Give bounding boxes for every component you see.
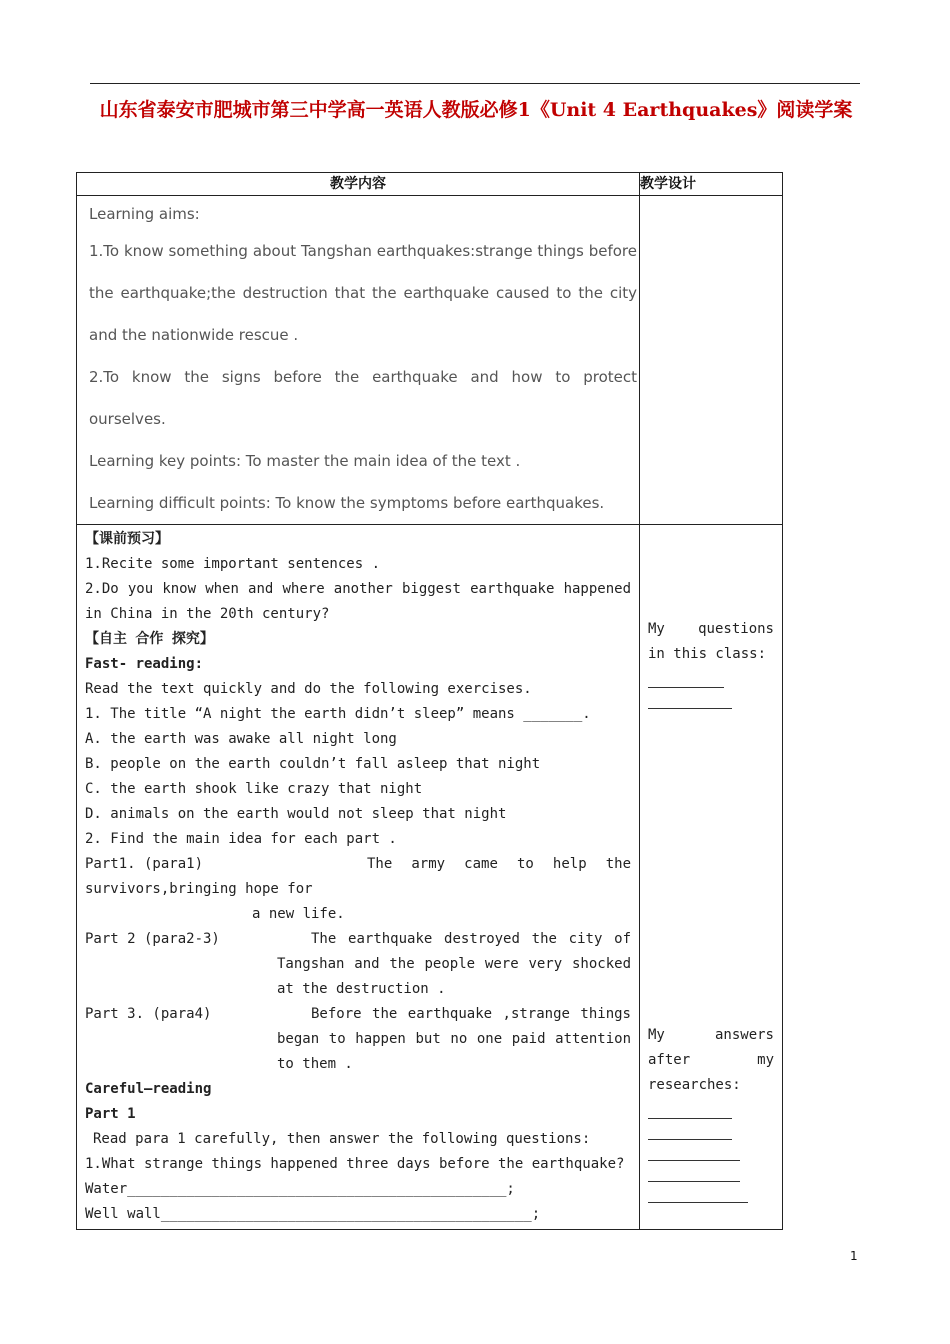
answer-blank xyxy=(648,1188,748,1203)
preview-heading: 【课前预习】 xyxy=(85,531,169,547)
aim-1: 1.To know something about Tangshan earthquakes:strange things before the earthquake;the destruction that the earthquake caused to the city and the nationwide rescue . xyxy=(89,242,637,344)
answer-blank xyxy=(648,1167,740,1182)
option-d: D. animals on the earth would not sleep that night xyxy=(85,806,507,822)
answers-label: My answers after my researches: xyxy=(648,1027,774,1093)
part2-row xyxy=(85,927,631,1002)
careful-part1-heading: Part 1 xyxy=(85,1106,136,1122)
answer-blank xyxy=(648,1146,740,1161)
body-content-cell xyxy=(77,525,640,1230)
careful-q1: 1.What strange things happened three days before the earthquake? xyxy=(85,1156,625,1172)
document-title: 山东省泰安市肥城市第三中学高一英语人教版必修1《Unit 4 Earthquakes》阅读学案 xyxy=(99,99,853,121)
option-c: C. the earth shook like crazy that night xyxy=(85,781,423,797)
learning-aims xyxy=(77,196,639,524)
header-content: 教学内容 xyxy=(77,173,640,196)
aims-design-cell xyxy=(640,196,783,525)
part1-cont: a new life. xyxy=(252,906,345,922)
questions-label: My questions in this class: xyxy=(648,621,774,662)
fast-q1: 1. The title “A night the earth didn’t sleep” means _______. xyxy=(85,706,591,722)
answer-blank xyxy=(648,673,724,688)
part3-text: Before the earthquake ,strange things began to happen but no one paid attention to them . xyxy=(277,1006,631,1072)
part2-label: Part 2 (para2-3) xyxy=(85,931,220,947)
body-row xyxy=(77,525,783,1230)
careful-reading-heading: Careful—reading xyxy=(85,1081,212,1097)
part1-label: Part1. (para1) xyxy=(85,856,204,872)
part3-label: Part 3. (para4) xyxy=(85,1006,212,1022)
aims-row xyxy=(77,196,783,525)
preview-q1: 1.Recite some important sentences . xyxy=(85,556,381,572)
part1-text: The army came to help the survivors,bringing hope for xyxy=(85,856,631,897)
careful-intro: Read para 1 carefully, then answer the following questions: xyxy=(93,1131,591,1147)
aims-heading: Learning aims: xyxy=(89,205,200,223)
table-header-row xyxy=(77,173,783,196)
top-rule xyxy=(90,83,860,84)
answer-blank xyxy=(648,1104,732,1119)
fast-reading-intro: Read the text quickly and do the following exercises. xyxy=(85,681,532,697)
body-design-cell xyxy=(640,525,783,1230)
aims-cell xyxy=(77,196,640,525)
answer-blank xyxy=(648,1125,732,1140)
fast-reading-heading: Fast- reading: xyxy=(85,656,204,672)
fast-q2: 2. Find the main idea for each part . xyxy=(85,831,397,847)
header-design: 教学设计 xyxy=(640,173,783,196)
preview-q2: 2.Do you know when and where another biggest earthquake happened in China in the 20th century? xyxy=(85,581,631,622)
lesson-table xyxy=(76,172,783,1230)
explore-heading: 【自主 合作 探究】 xyxy=(85,631,214,647)
well-line: Well wall____________________________________________; xyxy=(85,1206,541,1222)
water-line: Water_____________________________________________; xyxy=(85,1181,515,1197)
part2-text: The earthquake destroyed the city of Tangshan and the people were very shocked at the destruction . xyxy=(277,931,631,997)
difficult-points: Learning difficult points: To know the symptoms before earthquakes. xyxy=(89,494,605,512)
option-b: B. people on the earth couldn’t fall asleep that night xyxy=(85,756,541,772)
part1-row xyxy=(85,852,631,902)
aim-2: 2.To know the signs before the earthquake and how to protect ourselves. xyxy=(89,368,637,428)
answer-blank xyxy=(648,694,732,709)
option-a: A. the earth was awake all night long xyxy=(85,731,397,747)
part3-row xyxy=(85,1002,631,1077)
key-points: Learning key points: To master the main idea of the text . xyxy=(89,452,521,470)
page-number: 1 xyxy=(850,1249,858,1263)
